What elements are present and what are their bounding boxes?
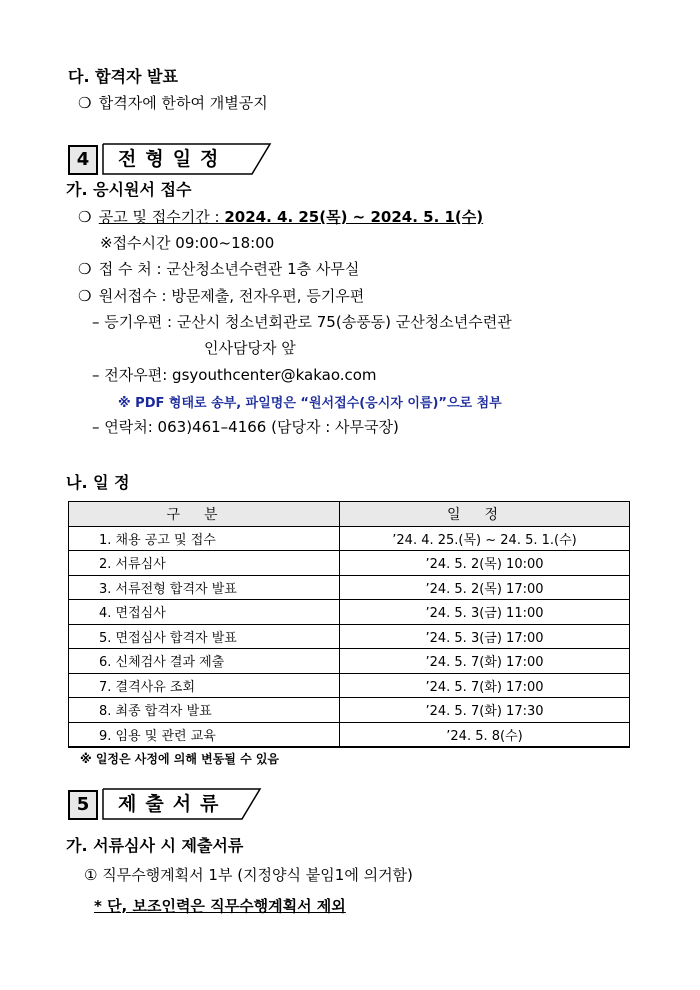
section-number-5: 5	[68, 790, 98, 820]
date-cell: ’24. 5. 3(금) 11:00	[340, 600, 630, 625]
mail-address-line2: 인사담당자 앞	[204, 339, 296, 357]
table-row	[69, 649, 630, 674]
section-title-schedule: 전형일정	[118, 148, 228, 170]
schedule-note: ※ 일정은 사정에 의해 변동될 수 있음	[80, 752, 280, 766]
application-place: ❍ 접 수 처 : 군산청소년수련관 1층 사무실	[78, 260, 360, 278]
schedule-table	[68, 501, 630, 748]
step-cell: 2. 서류심사	[69, 551, 340, 576]
circle-bullet-icon: ❍	[78, 94, 92, 112]
step-cell: 7. 결격사유 조회	[69, 673, 340, 698]
email-note: ※ PDF 형태로 송부, 파일명은 “원서접수(응시자 이름)”으로 첨부	[118, 396, 502, 411]
date-cell: ’24. 5. 2(목) 10:00	[340, 551, 630, 576]
mail-address-line1: – 등기우편 : 군산시 청소년회관로 75(송풍동) 군산청소년수련관	[92, 313, 512, 331]
section-number-4: 4	[68, 145, 98, 175]
date-cell: ’24. 4. 25.(목) ~ 24. 5. 1.(수)	[340, 526, 630, 551]
subsection-heading-schedule: 나. 일 정	[66, 473, 130, 492]
subsection-heading-application: 가. 응시원서 접수	[66, 180, 192, 199]
list-item: ❍ 합격자에 한하여 개별공지	[78, 94, 268, 112]
step-cell: 4. 면접심사	[69, 600, 340, 625]
date-cell: ’24. 5. 8(수)	[340, 722, 630, 747]
step-cell: 6. 신체검사 결과 제출	[69, 649, 340, 674]
document-item: ① 직무수행계획서 1부 (지정양식 붙임1에 의거함)	[84, 866, 413, 884]
step-cell: 3. 서류전형 합격자 발표	[69, 575, 340, 600]
application-method: ❍ 원서접수 : 방문제출, 전자우편, 등기우편	[78, 287, 365, 305]
table-row	[69, 526, 630, 551]
date-cell: ’24. 5. 3(금) 17:00	[340, 624, 630, 649]
circle-bullet-icon: ❍	[78, 260, 92, 278]
step-cell: 1. 채용 공고 및 접수	[69, 526, 340, 551]
circle-bullet-icon: ❍	[78, 208, 92, 226]
document-note: * 단, 보조인력은 직무수행계획서 제외	[94, 897, 346, 915]
table-row	[69, 722, 630, 747]
application-period: ❍ 공고 및 접수기간 : 2024. 4. 25(목) ~ 2024. 5. 1(수)	[78, 208, 484, 226]
circle-bullet-icon: ❍	[78, 287, 92, 305]
email-address: – 전자우편: gsyouthcenter@kakao.com	[92, 366, 377, 384]
application-hours: ※접수시간 09:00~18:00	[100, 234, 275, 252]
step-cell: 5. 면접심사 합격자 발표	[69, 624, 340, 649]
contact-info: – 연락처: 063)461–4166 (담당자 : 사무국장)	[92, 418, 399, 436]
table-row	[69, 575, 630, 600]
table-row	[69, 600, 630, 625]
date-cell: ’24. 5. 7(화) 17:00	[340, 649, 630, 674]
subsection-heading-documents: 가. 서류심사 시 제출서류	[66, 836, 244, 855]
step-cell: 9. 임용 및 관련 교육	[69, 722, 340, 747]
table-row	[69, 698, 630, 723]
header-category: 구분	[69, 502, 340, 527]
date-cell: ’24. 5. 7(화) 17:00	[340, 673, 630, 698]
table-row	[69, 673, 630, 698]
table-header-row	[69, 502, 630, 527]
section-heading-announcement: 다. 합격자 발표	[68, 67, 178, 86]
table-row	[69, 624, 630, 649]
section-title-documents: 제출서류	[118, 793, 228, 815]
step-cell: 8. 최종 합격자 발표	[69, 698, 340, 723]
date-cell: ’24. 5. 2(목) 17:00	[340, 575, 630, 600]
header-date: 일정	[340, 502, 630, 527]
table-row	[69, 551, 630, 576]
date-cell: ’24. 5. 7(화) 17:30	[340, 698, 630, 723]
